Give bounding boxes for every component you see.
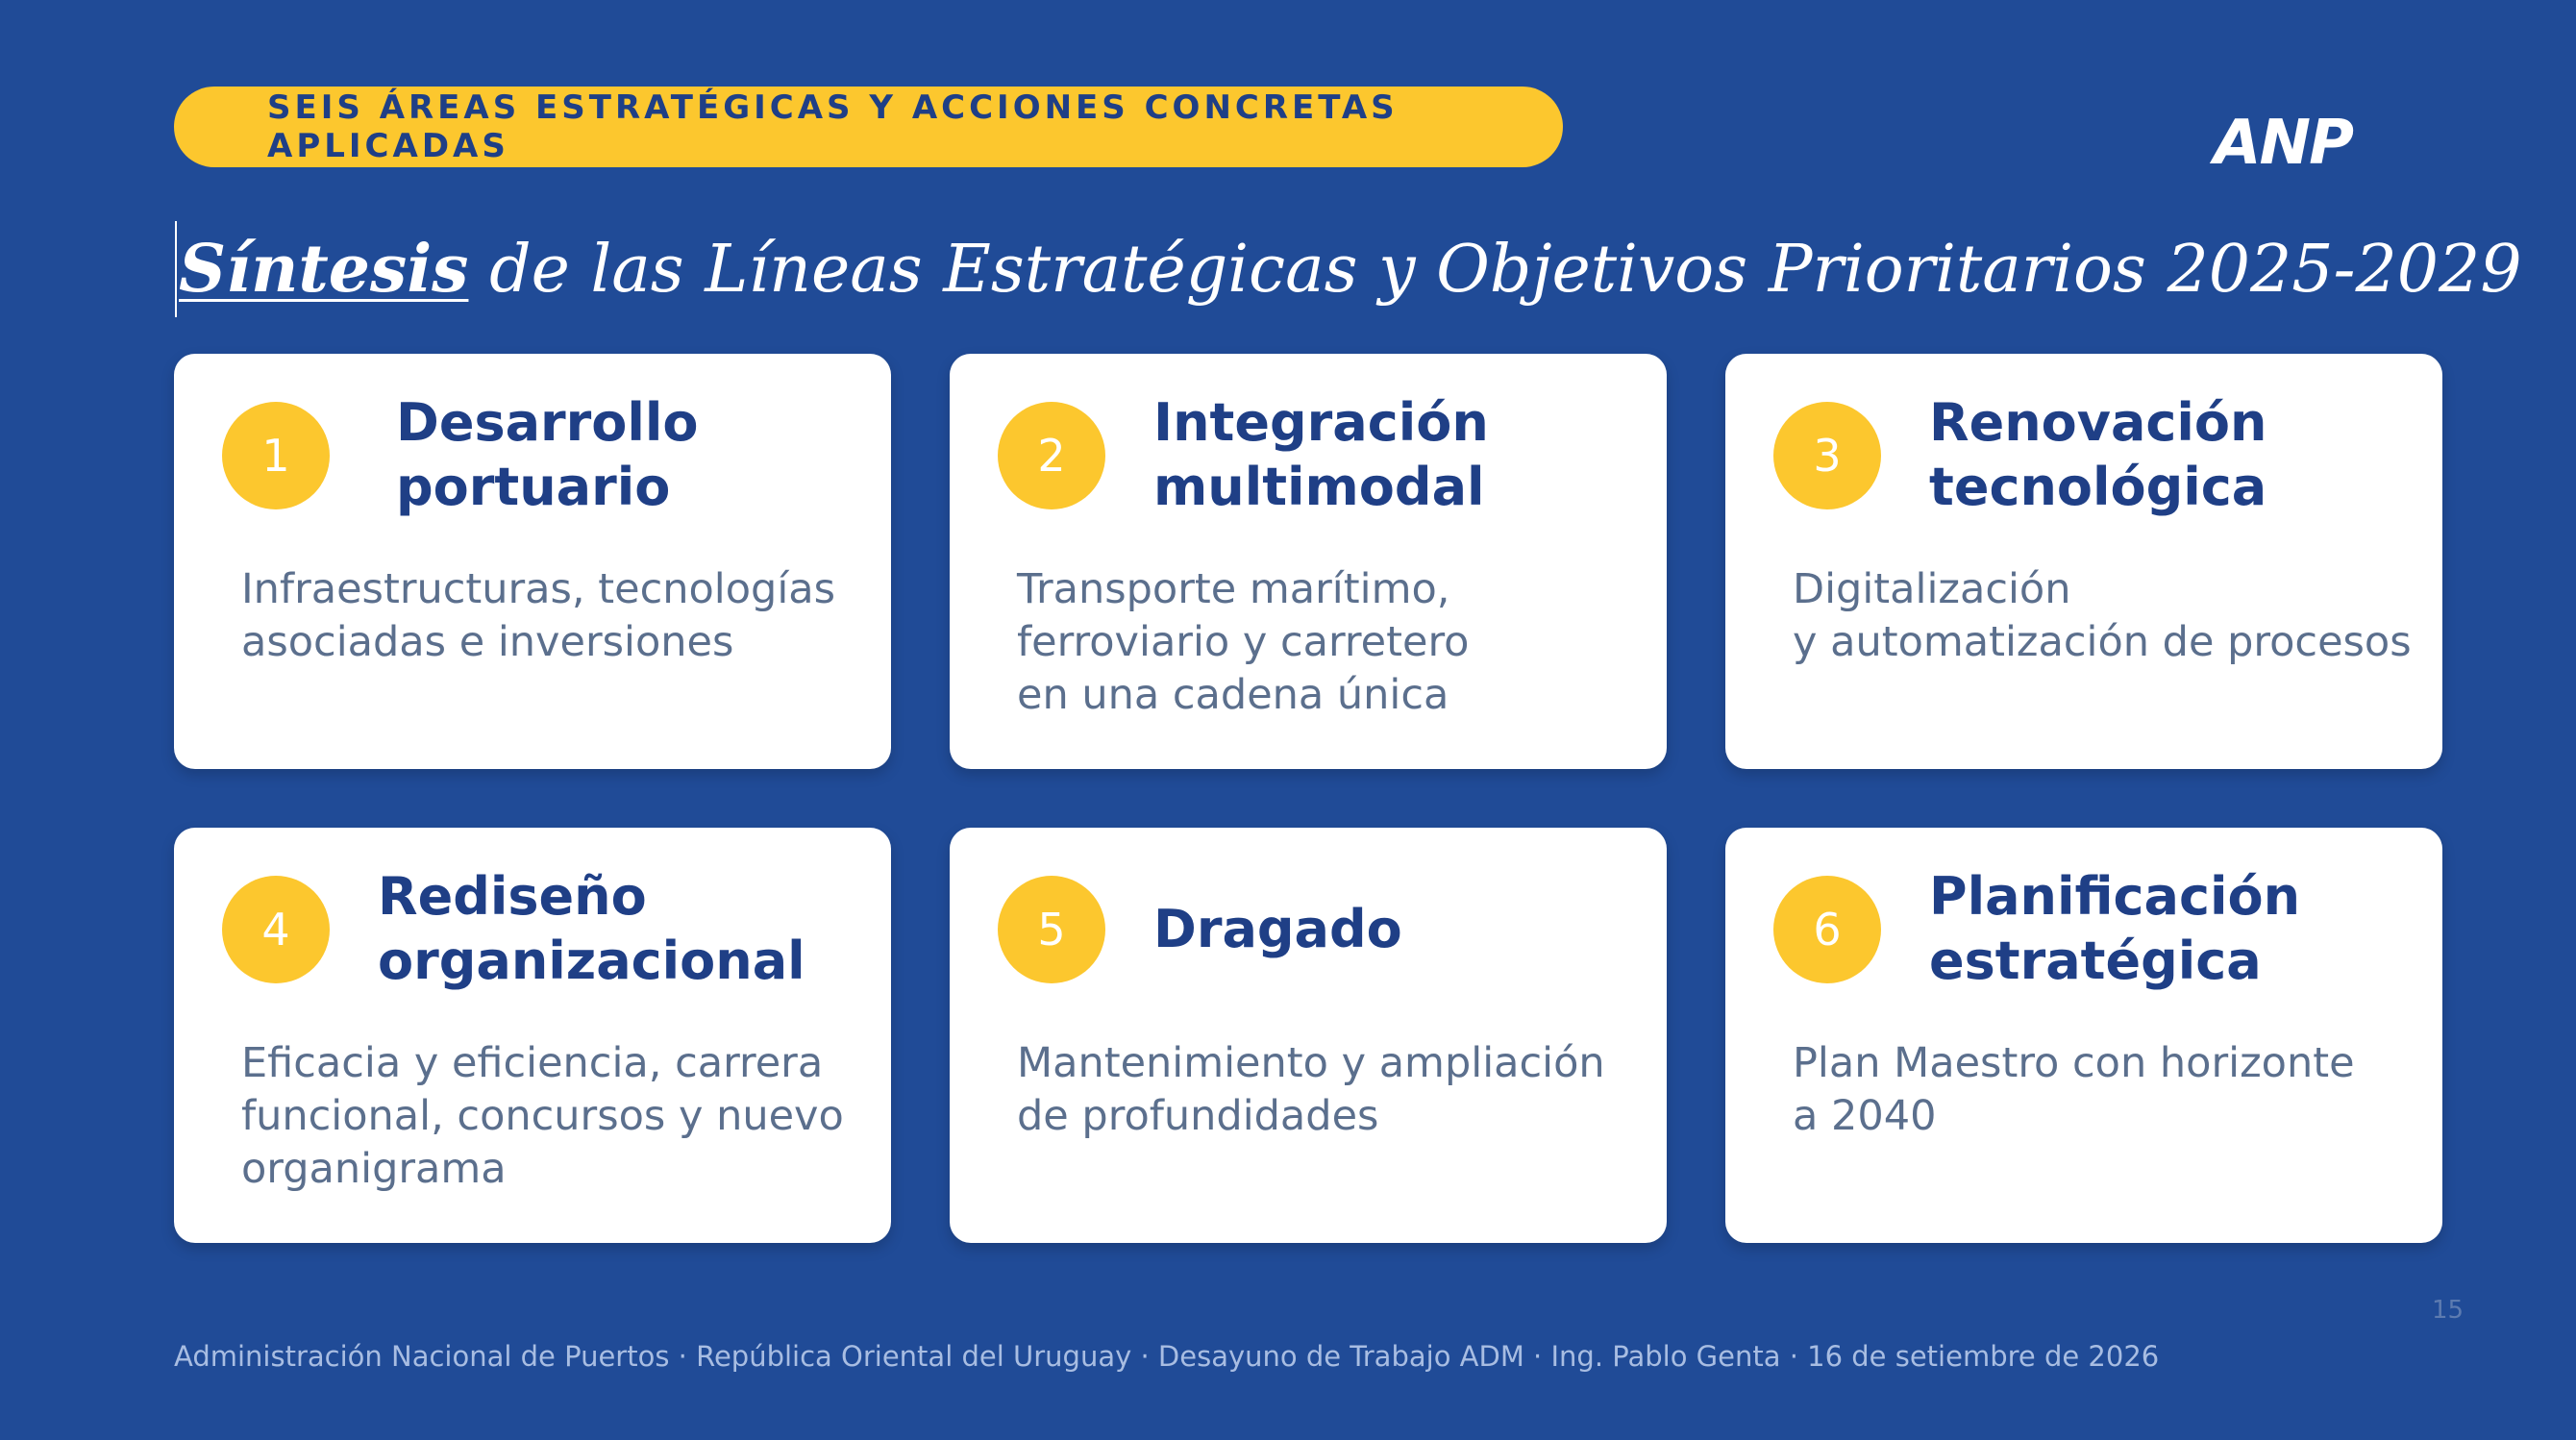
card-number-badge: 1 <box>222 402 330 509</box>
card-number-badge: 3 <box>1773 402 1881 509</box>
section-banner-text: SEIS ÁREAS ESTRATÉGICAS Y ACCIONES CONCRETAS APLICADAS <box>267 88 1399 165</box>
section-banner <box>174 87 1563 167</box>
page-number: 15 <box>2432 1296 2465 1325</box>
card-description: Plan Maestro con horizonte a 2040 <box>1793 1039 2355 1140</box>
card-description: Digitalización y automatización de procesos <box>1793 565 2412 666</box>
card-description: Eficacia y eficiencia, carrera funcional, concursos y nuevo organigrama <box>241 1039 844 1193</box>
slide-title-rest: de las Líneas Estratégicas y Objetivos Prioritarios 2025-2029 <box>468 232 2522 308</box>
card-title: Desarrollo portuario <box>396 392 699 517</box>
slide-title-emphasis: Síntesis <box>179 231 469 308</box>
card-number-badge: 5 <box>998 876 1105 983</box>
card-description: Infraestructuras, tecnologías asociadas e inversiones <box>241 565 836 666</box>
strategy-card-3 <box>1725 354 2442 769</box>
card-description: Transporte marítimo, ferroviario y carretero en una cadena única <box>1017 565 1470 719</box>
card-number-badge: 4 <box>222 876 330 983</box>
strategy-card-4 <box>174 828 891 1243</box>
card-title: Integración multimodal <box>1153 392 1489 517</box>
footer-credits: Administración Nacional de Puertos · República Oriental del Uruguay · Desayuno de Trabajo ADM · Ing. Pablo Genta · 16 de setiembre de 2026 <box>174 1340 2160 1373</box>
card-title: Rediseño organizacional <box>378 866 805 991</box>
card-number-badge: 2 <box>998 402 1105 509</box>
strategy-card-2 <box>950 354 1667 769</box>
card-title: Planificación estratégica <box>1929 866 2301 991</box>
card-title: Dragado <box>1153 899 1402 959</box>
strategy-card-5 <box>950 828 1667 1243</box>
anp-logo <box>2153 108 2413 179</box>
anp-logo-text: ANP <box>2214 108 2352 179</box>
card-title: Renovación tecnológica <box>1929 392 2267 517</box>
strategy-card-6 <box>1725 828 2442 1243</box>
card-number-badge: 6 <box>1773 876 1881 983</box>
card-description: Mantenimiento y ampliación de profundidades <box>1017 1039 1605 1140</box>
slide-title <box>175 221 2522 317</box>
strategy-card-1 <box>174 354 891 769</box>
